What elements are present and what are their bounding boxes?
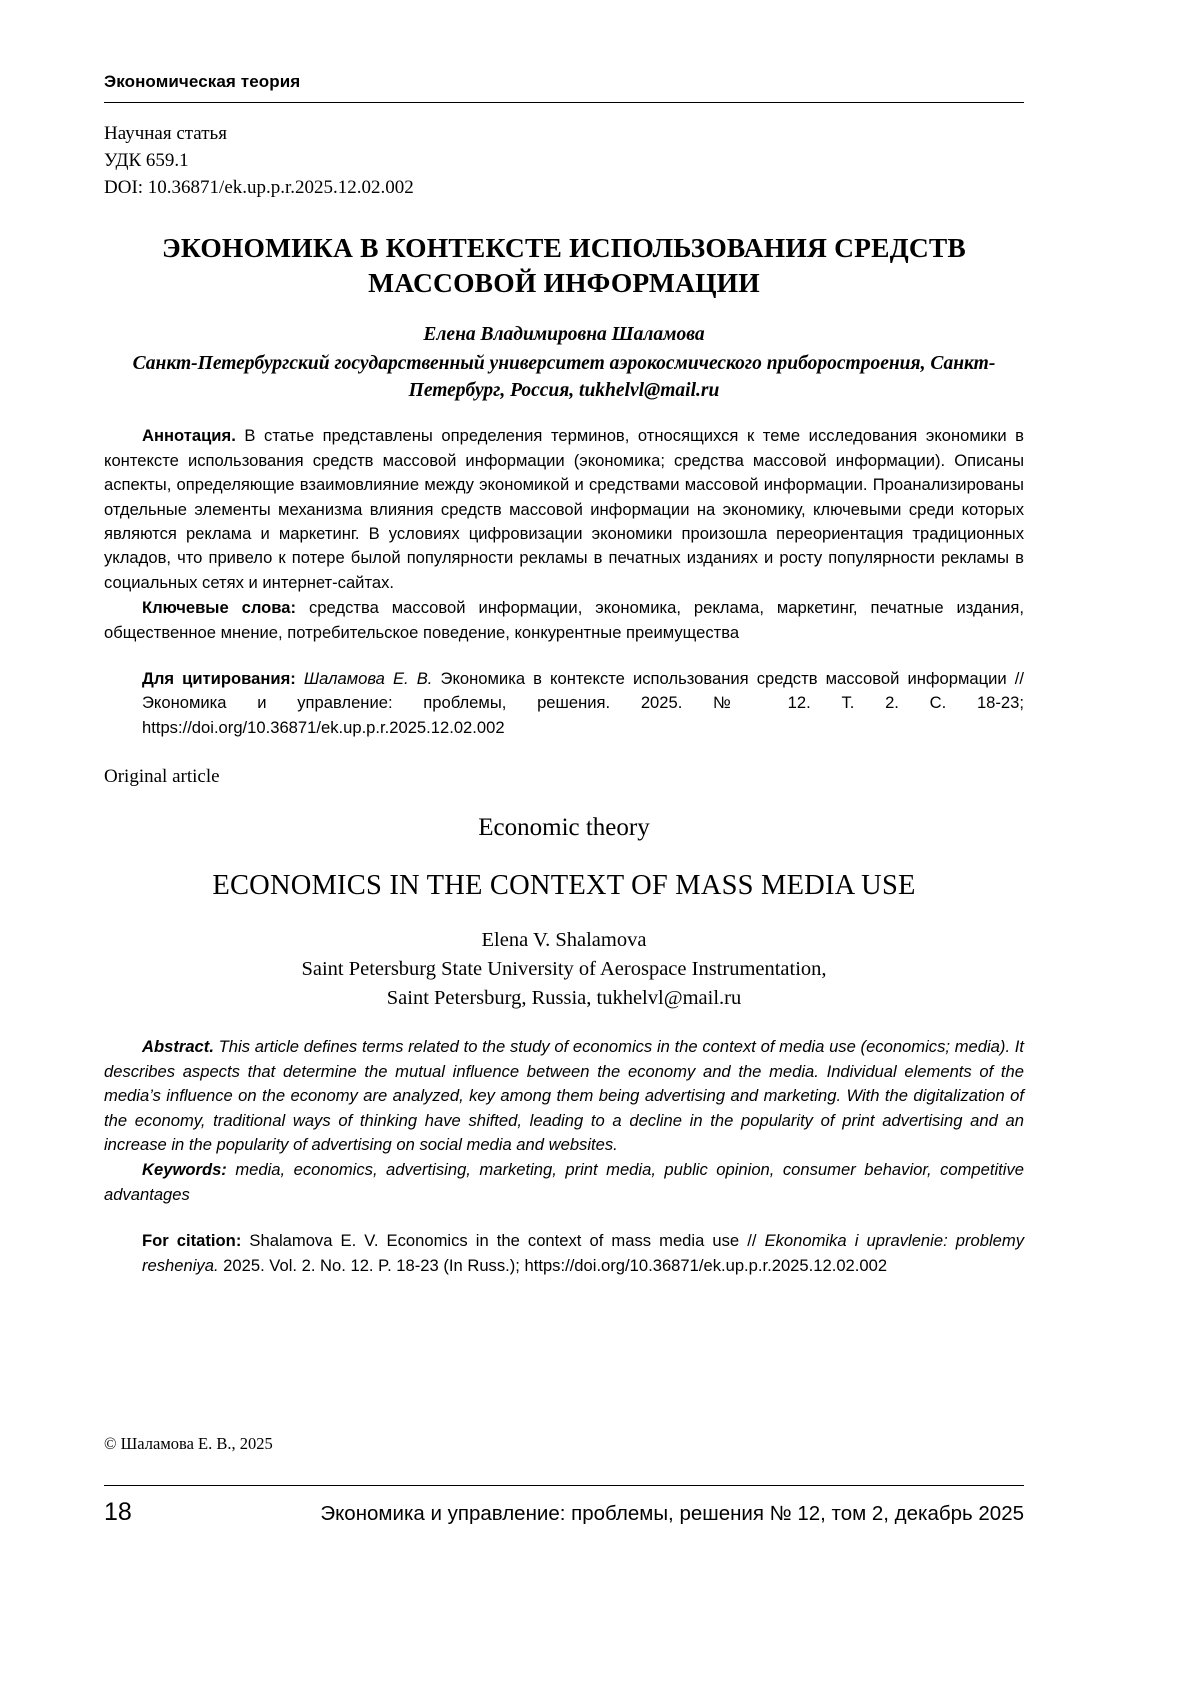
keywords-text-ru: средства массовой информации, экономика, реклама, маркетинг, печатные издания, общественное мнение, потребительское поведение, конкурентные преимущества [104, 598, 1024, 642]
running-head: Экономическая теория [104, 72, 301, 91]
citation-label-ru: Для цитирования: [142, 668, 296, 688]
journal-issue-line: Экономика и управление: проблемы, решения № 12, том 2, декабрь 2025 [320, 1502, 1024, 1525]
keywords-ru [104, 596, 1024, 645]
citation-author-ru: Шаламова Е. В. [295, 668, 433, 688]
doi-code: DOI: 10.36871/ek.up.p.r.2025.12.02.002 [104, 176, 414, 198]
abstract-label-en: Abstract. [142, 1037, 214, 1057]
citation-en [142, 1229, 1024, 1278]
keywords-label-ru: Ключевые слова: [142, 598, 297, 618]
abstract-label-ru: Аннотация. [142, 426, 236, 446]
citation-ru [142, 667, 1024, 740]
abstract-ru [104, 424, 1024, 595]
citation-text-ru: Экономика в контексте использования средств массовой информации // Экономика и управление: проблемы, решения. 2025. № 12. Т. 2. С. 18-23; https://doi.org/10.36871/ek.up.p.r.2025.12.02.002 [142, 668, 1024, 737]
article-meta [104, 121, 1024, 202]
author-name-ru: Елена Владимировна Шаламова [423, 324, 705, 346]
footer-divider [104, 1485, 1024, 1486]
keywords-text-en: media, economics, advertising, marketing, print media, public opinion, consumer behavior, competitive advantages [104, 1160, 1024, 1204]
udk-code: УДК 659.1 [104, 149, 189, 171]
page-title-en: ECONOMICS IN THE CONTEXT OF MASS MEDIA USE [212, 870, 916, 902]
page-number: 18 [104, 1498, 132, 1526]
page-content [104, 0, 1024, 1278]
page-footer [104, 1498, 1024, 1527]
author-affiliation-en-line1: Saint Petersburg State University of Aerospace Instrumentation, [301, 958, 827, 981]
keywords-label-en: Keywords: [142, 1160, 227, 1180]
abstract-en [104, 1035, 1024, 1157]
author-affiliation-en-line2: Saint Petersburg, Russia, tukhelvl@mail.ru [386, 987, 742, 1010]
citation-text-en-1: Shalamova E. V. Economics in the context of mass media use // [241, 1231, 765, 1251]
original-article-label: Original article [104, 766, 220, 788]
header-divider [104, 102, 1024, 103]
section-title-en: Economic theory [478, 814, 650, 842]
citation-label-en: For citation: [142, 1231, 242, 1251]
citation-journal-en: Ekonomika i upravlenie: problemy resheniya. [142, 1231, 1025, 1275]
abstract-text-en: This article defines terms related to the study of economics in the context of media use (economics; media). It describes aspects that determine the mutual influence between the economy and the media. Individual elements of the media’s influence on the economy are analyzed, key among them being advertising and marketing. With the digitalization of the economy, traditional ways of thinking have shifted, leading to a decline in the popularity of print advertising and an increase in the popularity of advertising on social media and websites. [104, 1037, 1024, 1154]
citation-text-en-2: 2025. Vol. 2. No. 12. P. 18-23 (In Russ.); https://doi.org/10.36871/ek.up.p.r.2025.12.02.002 [218, 1255, 888, 1275]
author-name-en: Elena V. Shalamova [481, 929, 647, 952]
author-affiliation-ru: Санкт-Петербургский государственный университет аэрокосмического приборостроения, Санкт-Петербург, Россия, tukhelvl@mail.ru [132, 352, 996, 401]
page-title-ru: ЭКОНОМИКА В КОНТЕКСТЕ ИСПОЛЬЗОВАНИЯ СРЕДСТВ МАССОВОЙ ИНФОРМАЦИИ [162, 231, 966, 299]
copyright-line: © Шаламова Е. В., 2025 [104, 1434, 273, 1453]
keywords-en [104, 1158, 1024, 1207]
article-type: Научная статья [104, 123, 227, 144]
abstract-text-ru: В статье представлены определения терминов, относящихся к теме исследования экономики в контексте использования средств массовой информации (экономика; средства массовой информации). Описаны аспекты, определяющие взаимовлияние между экономикой и средствами массовой информации. Проанализированы отдельные элементы механизма влияния средств массовой информации на экономику, ключевыми среди которых являются реклама и маркетинг. В условиях цифровизации экономики произошла переориентация традиционных укладов, что привело к потере былой популярности рекламы в печатных изданиях и росту популярности рекламы в социальных сетях и интернет-сайтах. [104, 426, 1024, 592]
